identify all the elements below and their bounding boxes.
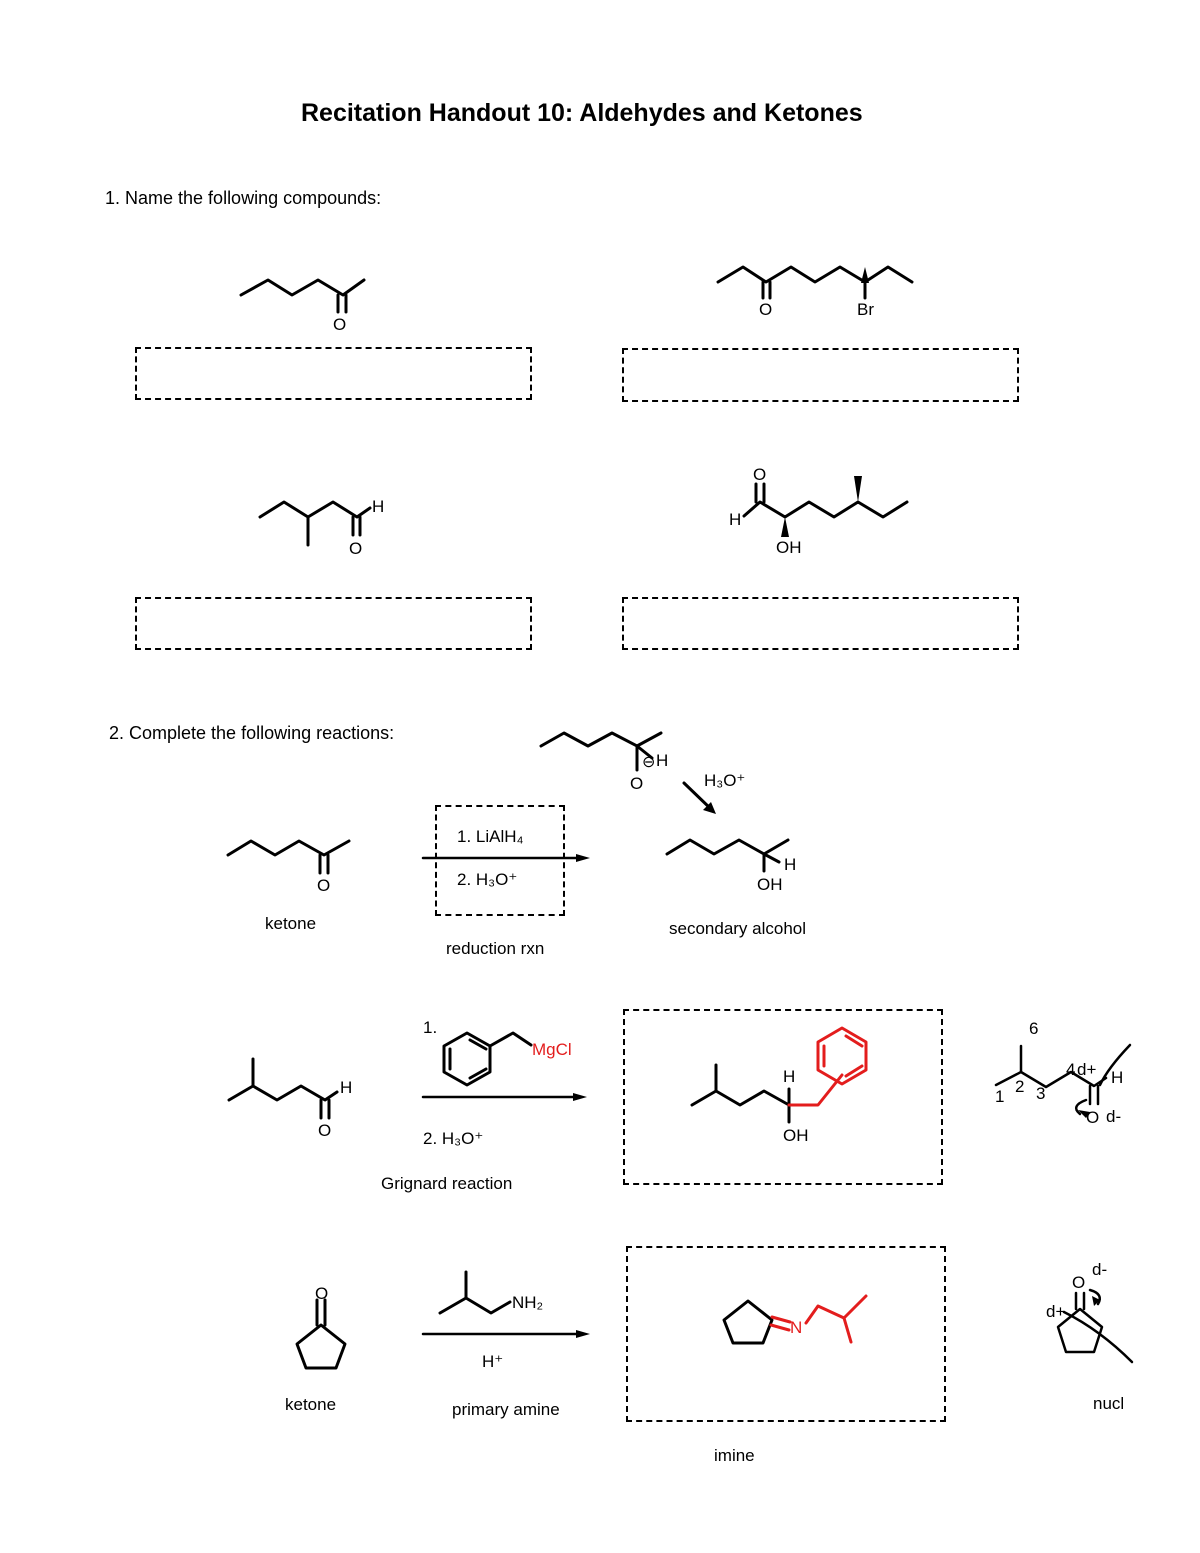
sketch-hydrogen: H — [1111, 1068, 1124, 1087]
sketch3-oxygen: O — [1072, 1273, 1086, 1292]
intermediate-hydrogen-label: H — [656, 751, 669, 770]
c4-oxygen-label: O — [753, 465, 767, 484]
rxn1-type-label: reduction rxn — [446, 939, 545, 958]
rxn1-ketone — [228, 841, 349, 873]
rxn2-aldehyde — [229, 1059, 337, 1118]
c4-hydrogen-label: H — [729, 510, 742, 529]
rxn3-reactant-oxygen: O — [315, 1284, 329, 1303]
rxn3-answer-box[interactable] — [626, 1246, 946, 1422]
rxn1-reactant-label: ketone — [265, 914, 317, 933]
c3-hydrogen-label: H — [372, 497, 385, 516]
rxn2-product-hydroxyl: OH — [783, 1126, 809, 1145]
sketch-oxygen: O — [1086, 1108, 1100, 1127]
rxn1-step1: 1. LiAlH₄ — [457, 827, 524, 846]
c4-hydroxyl-label: OH — [776, 538, 802, 557]
rxn2-step1: 1. — [423, 1018, 438, 1037]
sketch-number-2: 2 — [1015, 1077, 1025, 1096]
c3-oxygen-label: O — [349, 539, 363, 558]
isobutylamine — [440, 1272, 510, 1313]
rxn1-alcohol — [667, 840, 788, 871]
rxn2-reactant-oxygen: O — [318, 1121, 332, 1140]
wedge-bond-methyl — [854, 476, 862, 502]
negative-charge-icon: ⊖ — [642, 754, 656, 771]
rxn1-product-label: secondary alcohol — [669, 919, 807, 938]
rxn1-step2: 2. H₃O⁺ — [457, 870, 518, 889]
wedge-bond-oh — [781, 517, 789, 537]
compound-hydroxy-aldehyde — [744, 484, 907, 517]
rxn1-reactant-oxygen: O — [317, 876, 331, 895]
answer-box-2[interactable] — [622, 348, 1019, 402]
amine-nh2-label: NH₂ — [512, 1293, 544, 1312]
rxn3-reactant-label: ketone — [285, 1395, 337, 1414]
rxn3-cyclopentanone — [297, 1300, 345, 1368]
benzyl-grignard — [444, 1033, 531, 1085]
rxn2-type-label: Grignard reaction — [381, 1174, 513, 1193]
wedge-bond — [861, 267, 869, 283]
c2-bromine-label: Br — [857, 300, 874, 319]
question-1-prompt: 1. Name the following compounds: — [105, 188, 382, 208]
compound-2-hexanone — [241, 280, 364, 312]
intermediate-oxygen-label: O — [630, 774, 644, 793]
imine-nitrogen-label: N — [790, 1318, 803, 1337]
hydronium-reagent: H₃O⁺ — [704, 771, 746, 790]
sketch-dplus: d+ — [1077, 1060, 1097, 1079]
compound-bromo-octanone — [718, 267, 912, 298]
rxn2-reactant-hydrogen: H — [340, 1078, 353, 1097]
rxn2-answer-box[interactable] — [623, 1009, 943, 1185]
c1-oxygen-label: O — [333, 315, 347, 334]
rxn3-product-label: imine — [714, 1446, 755, 1465]
rxn2-product-hydrogen: H — [783, 1067, 796, 1086]
sketch3-dplus: d+ — [1046, 1302, 1066, 1321]
grignard-mgcl-label: MgCl — [532, 1040, 572, 1059]
sketch-number-4: 4 — [1066, 1060, 1076, 1079]
answer-box-1[interactable] — [135, 347, 532, 400]
answer-box-4[interactable] — [622, 597, 1019, 650]
answer-box-3[interactable] — [135, 597, 532, 650]
c2-oxygen-label: O — [759, 300, 773, 319]
rxn1-product-hydroxyl: OH — [757, 875, 783, 894]
sketch3-label: nucl — [1093, 1394, 1125, 1413]
sketch3-dminus: d- — [1092, 1260, 1108, 1279]
rxn1-reagent-box — [435, 805, 565, 916]
rxn2-step2: 2. H₃O⁺ — [423, 1129, 484, 1148]
sketch-number-1: 1 — [995, 1087, 1005, 1106]
rxn1-product-hydrogen: H — [784, 855, 797, 874]
amine-label: primary amine — [452, 1400, 560, 1419]
page-title: Recitation Handout 10: Aldehydes and Ketones — [301, 99, 863, 127]
sketch-dminus: d- — [1106, 1107, 1122, 1126]
question-2-prompt: 2. Complete the following reactions: — [109, 723, 395, 743]
sketch-number-3: 3 — [1036, 1084, 1046, 1103]
sketch-number-6: 6 — [1029, 1019, 1039, 1038]
acid-catalyst-label: H⁺ — [482, 1352, 504, 1371]
